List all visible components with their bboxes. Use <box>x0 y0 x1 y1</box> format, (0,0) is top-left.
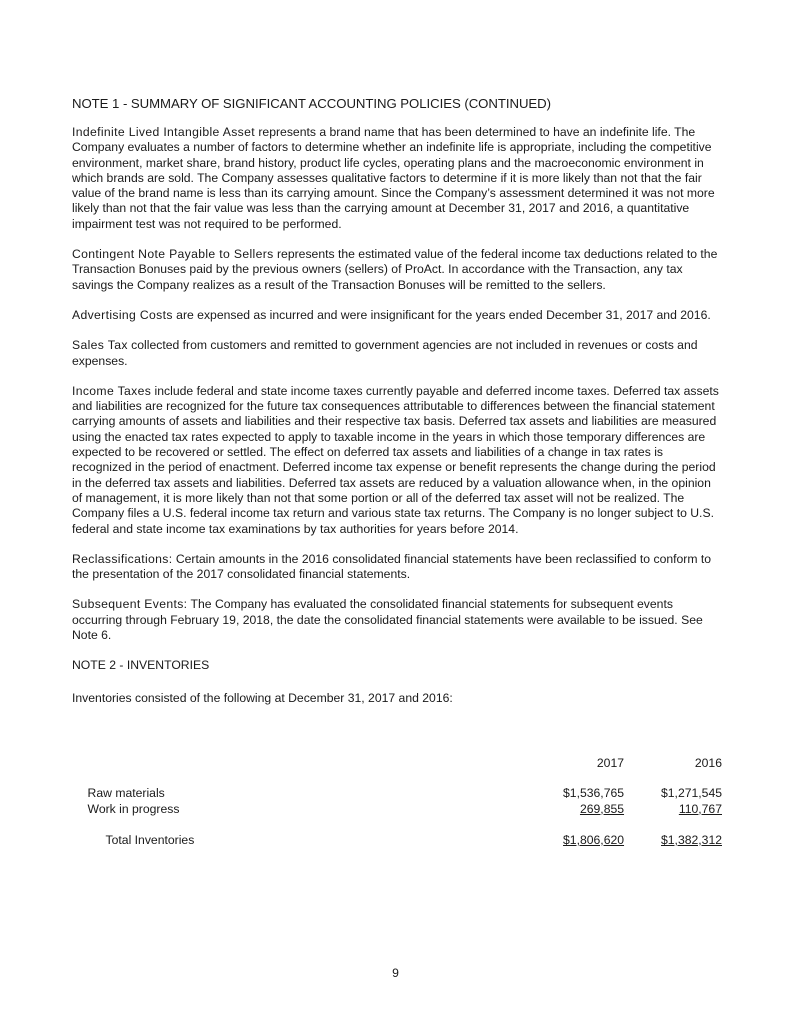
paragraph-text: are expensed as incurred and were insignificant for the years ended December 31, 2017 and 2016. <box>172 307 711 322</box>
inventories-intro: Inventories consisted of the following at December 31, 2017 and 2016: <box>72 691 453 706</box>
paragraph-text: represents a brand name that has been determined to have an indefinite life. The Company evaluates a number of factors to determine whether an indefinite life is appropriate, including the competitive environment, market share, brand history, product life cycles, operating plans and the macroeconomic environment in which brands are sold. The Company assesses qualitative factors to determine if it is more likely than not that the fair value of the brand name is less than its carrying amount. Since the Company’s assessment determined it was not more likely than not that the fair value was less than the carrying amount at December 31, 2017 and 2016, a quantitative impairment test was not required to be performed. <box>72 125 715 231</box>
table-row <box>72 786 722 801</box>
paragraph-lead: Contingent Note Payable to Sellers <box>72 247 274 262</box>
paragraph-lead: Sales Tax <box>72 338 128 353</box>
cell-value-2017: 269,855 <box>579 801 625 816</box>
paragraph-lead: Reclassifications: <box>72 551 173 566</box>
paragraph-subsequent-events <box>72 597 722 643</box>
table-header-row <box>72 756 722 771</box>
total-value-2017: $1,806,620 <box>563 832 625 847</box>
paragraph-text: represents the estimated value of the federal income tax deductions related to the Transaction Bonuses paid by the previous owners (sellers) of ProAct. In accordance with the Transaction, any tax savings the Company realizes as a result of the Transaction Bonuses will be remitted to the sellers. <box>72 247 718 292</box>
table-total-row <box>72 833 722 848</box>
note-1-heading: NOTE 1 - SUMMARY OF SIGNIFICANT ACCOUNTING POLICIES (CONTINUED) <box>72 96 551 111</box>
paragraph-text: The Company has evaluated the consolidated financial statements for subsequent events occurring through February 19, 2018, the date the consolidated financial statements were available to be issued. See Note 6. <box>72 597 703 643</box>
column-header-2017: 2017 <box>596 756 625 770</box>
paragraph-lead: Income Taxes <box>72 383 152 398</box>
table-row <box>72 802 722 817</box>
paragraph-advertising-costs <box>72 308 722 323</box>
paragraph-reclassifications <box>72 552 722 583</box>
row-label: Work in progress <box>87 801 180 816</box>
paragraph-indefinite-lived-intangible-asset <box>72 125 722 232</box>
paragraph-lead: Advertising Costs <box>72 307 173 322</box>
total-label: Total Inventories <box>105 832 195 847</box>
paragraph-contingent-note-payable <box>72 247 722 293</box>
paragraph-sales-tax <box>72 338 722 369</box>
total-value-2016: $1,382,312 <box>661 832 722 847</box>
paragraph-text: include federal and state income taxes currently payable and deferred income taxes. Deferred tax assets and liabilities are recognized for the future tax consequences attributable to differences between the financial statement carrying amounts of assets and liabilities and their respective tax basis. Deferred tax assets and liabilities are measured using the enacted tax rates expected to apply to taxable income in the years in which those temporary differences are expected to be recovered or settled. The effect on deferred tax assets and liabilities of a change in tax rates is recognized in the period of enactment. Deferred income tax expense or benefit represents the change during the period in the deferred tax assets and liabilities. Deferred tax assets are reduced by a valuation allowance when, in the opinion of management, it is more likely than not that some portion or all of the deferred tax asset will not be realized. The Company files a U.S. federal income tax return and various state tax returns. The Company is no longer subject to U.S. federal and state income tax examinations by tax authorities for years before 2014. <box>72 383 719 536</box>
row-label: Raw materials <box>87 786 165 801</box>
document-page <box>72 96 722 847</box>
paragraph-lead: Indefinite Lived Intangible Asset <box>72 125 255 139</box>
paragraph-income-taxes <box>72 384 722 537</box>
paragraph-text: Certain amounts in the 2016 consolidated financial statements have been reclassified to conform to the presentation of the 2017 consolidated financial statements. <box>72 551 712 582</box>
page-number: 9 <box>392 966 399 980</box>
note-2-heading: NOTE 2 - INVENTORIES <box>72 658 210 673</box>
column-header-2016: 2016 <box>694 756 722 770</box>
cell-value-2017: $1,536,765 <box>563 786 625 801</box>
paragraph-lead: Subsequent Events: <box>72 597 188 612</box>
inventories-table <box>72 756 722 848</box>
cell-value-2016: 110,767 <box>678 801 722 816</box>
paragraph-text: collected from customers and remitted to government agencies are not included in revenues or costs and expenses. <box>72 338 698 368</box>
cell-value-2016: $1,271,545 <box>661 786 722 801</box>
